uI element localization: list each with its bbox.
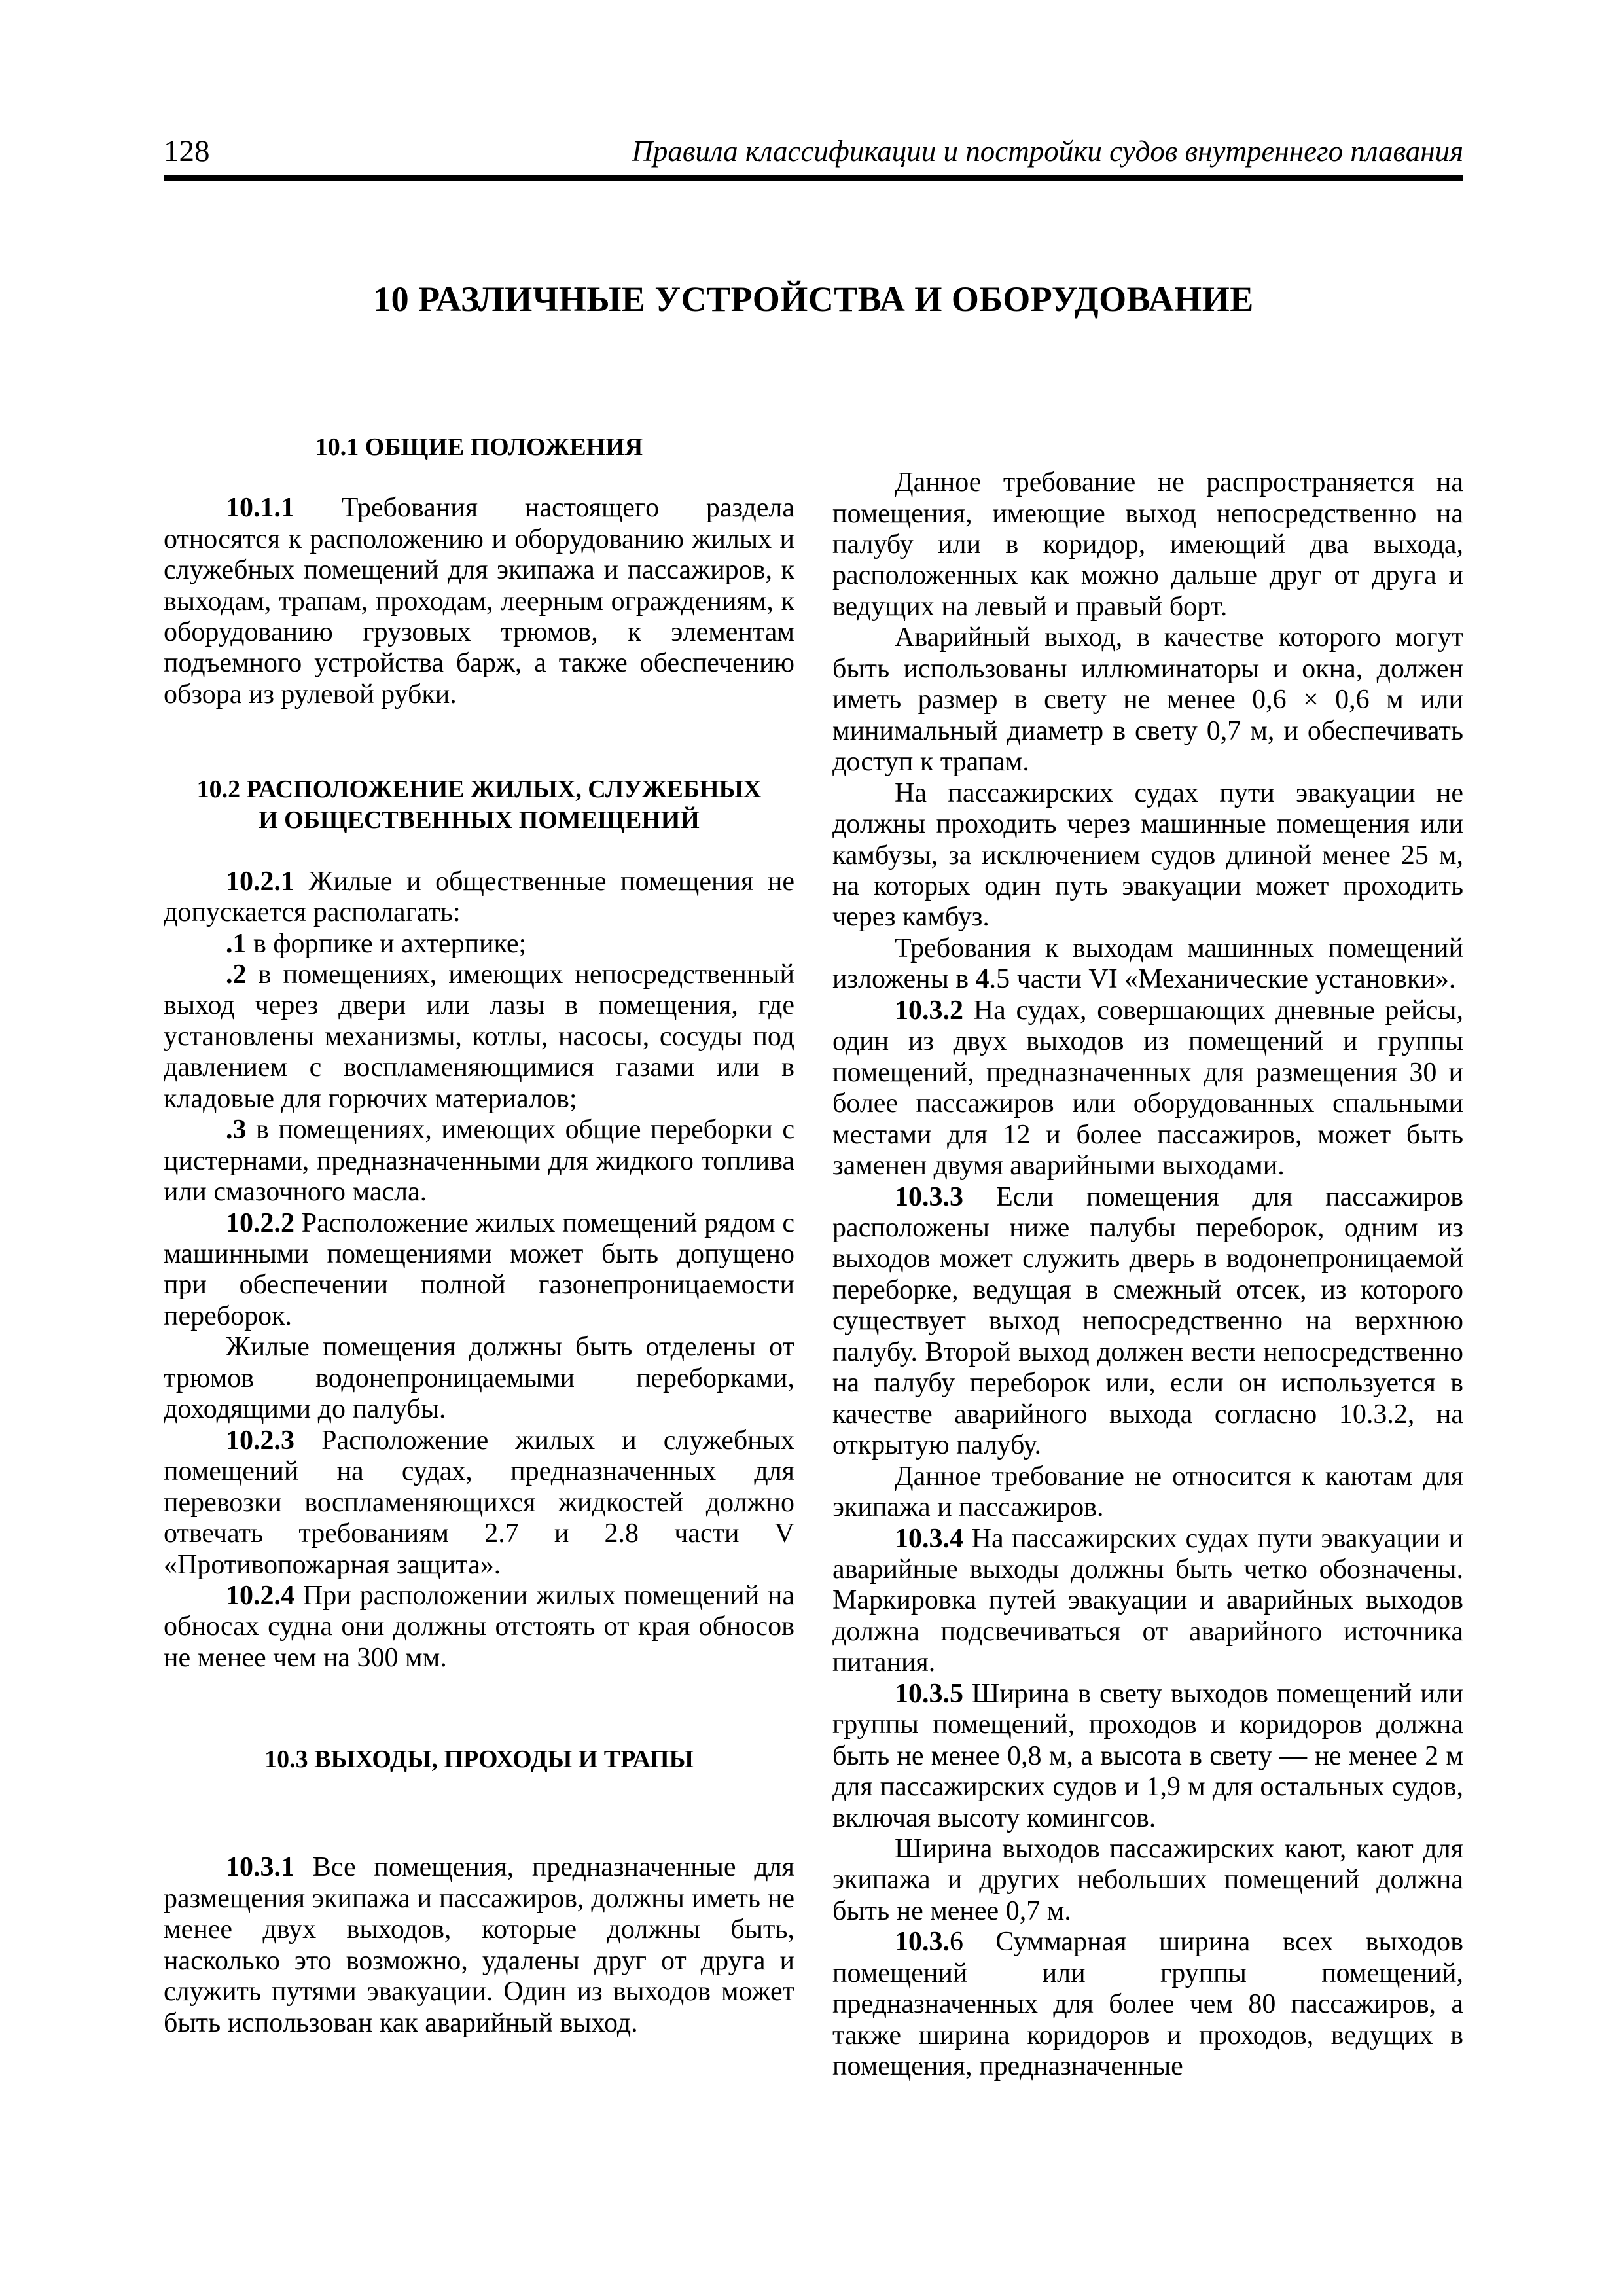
text-run: На судах, совершающих дневные рейсы, один из двух выходов из помещений и группы помещений, предназначенных для размещения 30 и более пассажиров или оборудованных спальными местами для 12 и более пассажиров, может быть заменен двумя аварийными выходами. [832, 995, 1463, 1181]
paragraph-10-3-3 [832, 1182, 1463, 1462]
text-run: 10.2.2 [226, 1208, 294, 1238]
text-run: Расположение жилых и служебных помещений на судах, предназначенных для перевозки воспламеняющихся жидкостей должно отвечать требованиям 2.7 и 2.8 части V «Противопожарная защита». [164, 1425, 794, 1580]
text-run: Ширина в свету выходов помещений или группы помещений, проходов и коридоров должна быть не менее 0,8 м, а высота в свету — не менее 2 м для пассажирских судов и 1,9 м для остальных судов, включая высоту комингсов. [832, 1678, 1463, 1833]
text-run: .2 [226, 959, 247, 990]
text-run: 10.3.4 [895, 1523, 963, 1554]
text-run: При расположении жилых помещений на обносах судна они должны отстоять от края обносов не менее чем на 300 мм. [164, 1581, 794, 1673]
text-run: 10.2.3 [226, 1425, 294, 1456]
text-run: Расположение жилых помещений рядом с машинными помещениями может быть допущено при обеспечении полной газонепроницаемости переборок. [164, 1208, 794, 1331]
text-run: Данное требование не относится к каютам для экипажа и пассажиров. [832, 1461, 1463, 1523]
paragraph-10-3-6 [832, 1927, 1463, 2082]
text-run: 10.2.1 [226, 866, 294, 897]
list-item-10-2-1-1 [164, 929, 794, 960]
text-run: 10.3.3 [895, 1181, 963, 1212]
paragraph-10-2-2 [164, 1208, 794, 1333]
text-run: Все помещения, предназначенные для размещения экипажа и пассажиров, должны иметь не менее двух выходов, которые должны быть, насколько это возможно, удалены друг от друга и служить путями эвакуации. Один из выходов может быть использован как аварийный выход. [164, 1852, 794, 2038]
paragraph-10-3-3-cont [832, 1462, 1463, 1524]
text-run: 10.3. [895, 1927, 950, 1958]
text-run: Требования настоящего раздела относятся к расположению и оборудованию жилых и служебных помещений для экипажа и пассажиров, к выходам, трапам, проходам, леерным ограждениям, к оборудованию грузовых трюмов, к элементам подъемного устройства барж, а также обеспечению обзора из рулевой рубки. [164, 493, 794, 709]
text-run: 10.1.1 [226, 493, 294, 524]
heading-10-3: 10.3 ВЫХОДЫ, ПРОХОДЫ И ТРАПЫ [264, 1746, 694, 1774]
paragraph-10-2-3 [164, 1426, 794, 1581]
text-columns [164, 432, 1463, 2083]
paragraph-10-3-5-cont [832, 1834, 1463, 1927]
heading-10-2: 10.2 РАСПОЛОЖЕНИЕ ЖИЛЫХ, СЛУЖЕБНЫХ И ОБЩЕСТВЕННЫХ ПОМЕЩЕНИЙ [196, 776, 762, 834]
list-item-10-2-1-2 [164, 960, 794, 1115]
left-column [164, 432, 794, 2083]
paragraph-10-3-1-cont-2 [832, 622, 1463, 778]
text-run: 6 Суммарная ширина всех выходов помещений или группы помещений, предназначенных для более чем 80 пассажиров, а также ширина коридоров и проходов, ведущих в помещения, предназначенные [832, 1927, 1463, 2082]
text-run: Если помещения для пассажиров расположены ниже палубы переборок, одним из выходов может служить дверь в водонепроницаемой переборке, ведущая в смежный отсек, из которого существует выход непосредственно на верхнюю палубу. Второй выход должен вести непосредственно на палубу переборок или, если он используется в качестве аварийного выхода согласно 10.3.2, на открытую палубу. [832, 1181, 1463, 1461]
paragraph-10-2-2-cont [164, 1332, 794, 1425]
text-run: 4 [975, 964, 990, 995]
text-run: Требования к выходам машинных помещений изложены в [832, 933, 1463, 995]
text-run: На пассажирских судах пути эвакуации и аварийные выходы должны быть четко обозначены. Маркировка путей эвакуации и аварийных выходов должна подсвечиваться от аварийного источника питания. [832, 1523, 1463, 1678]
text-run: Данное требование не распространяется на помещения, имеющие выход непосредственно на палубу или в коридор, имеющий два выхода, расположенных как можно дальше друг от друга и ведущих на левый и правый борт. [832, 467, 1463, 622]
paragraph-10-3-1-cont-3 [832, 778, 1463, 933]
text-run: На пассажирских судах пути эвакуации не должны проходить через машинные помещения или камбузы, за исключением судов длиной менее 25 м, на которых один путь эвакуации может проходить через камбуз. [832, 778, 1463, 933]
paragraph-10-2-4 [164, 1581, 794, 1674]
text-run: 10.2.4 [226, 1581, 294, 1611]
text-run: .3 [226, 1115, 247, 1145]
paragraph-10-3-1-cont-4 [832, 933, 1463, 996]
page-header [164, 136, 1463, 167]
text-run: Жилые и общественные помещения не допускается располагать: [164, 866, 794, 928]
chapter-title: 10 РАЗЛИЧНЫЕ УСТРОЙСТВА И ОБОРУДОВАНИЕ [373, 279, 1254, 319]
text-run: Жилые помещения должны быть отделены от трюмов водонепроницаемыми переборками, доходящими до палубы. [164, 1332, 794, 1425]
text-run: 10.3.5 [895, 1678, 963, 1709]
text-run: в форпике и ахтерпике; [246, 928, 527, 959]
text-run: Ширина выходов пассажирских кают, кают для экипажа и других небольших помещений должна быть не менее 0,7 м. [832, 1834, 1463, 1926]
text-run: .1 [226, 928, 247, 959]
text-run: Аварийный выход, в качестве которого могут быть использованы иллюминаторы и окна, должен иметь размер в свету не менее 0,6 × 0,6 м или минимальный диаметр в свету 0,7 м, и обеспечивать доступ к трапам. [832, 622, 1463, 778]
text-run: 10.3.2 [895, 995, 963, 1026]
paragraph-10-3-1 [164, 1852, 794, 2039]
text-run: в помещениях, имеющих общие переборки с цистернами, предназначенными для жидкого топлива или смазочного масла. [164, 1115, 794, 1208]
right-column [832, 432, 1463, 2083]
heading-10-1: 10.1 ОБЩИЕ ПОЛОЖЕНИЯ [315, 433, 643, 461]
paragraph-10-2-1 [164, 867, 794, 929]
running-title: Правила классификации и постройки судов внутреннего плавания [632, 135, 1463, 168]
paragraph-10-3-2 [832, 996, 1463, 1182]
page-number: 128 [164, 134, 210, 168]
text-run: .5 части VI «Механические установки». [989, 964, 1456, 995]
header-rule [164, 175, 1463, 181]
paragraph-10-3-1-cont-1 [832, 467, 1463, 622]
list-item-10-2-1-3 [164, 1115, 794, 1208]
paragraph-10-3-5 [832, 1679, 1463, 1834]
text-run: в помещениях, имеющих непосредственный выход через двери или лазы в помещения, где установлены механизмы, котлы, насосы, сосуды под давлением с воспламеняющимися газами или в кладовые для горючих материалов; [164, 959, 794, 1114]
text-run: 10.3.1 [226, 1852, 294, 1883]
paragraph-10-3-4 [832, 1524, 1463, 1679]
paragraph-10-1-1 [164, 493, 794, 710]
